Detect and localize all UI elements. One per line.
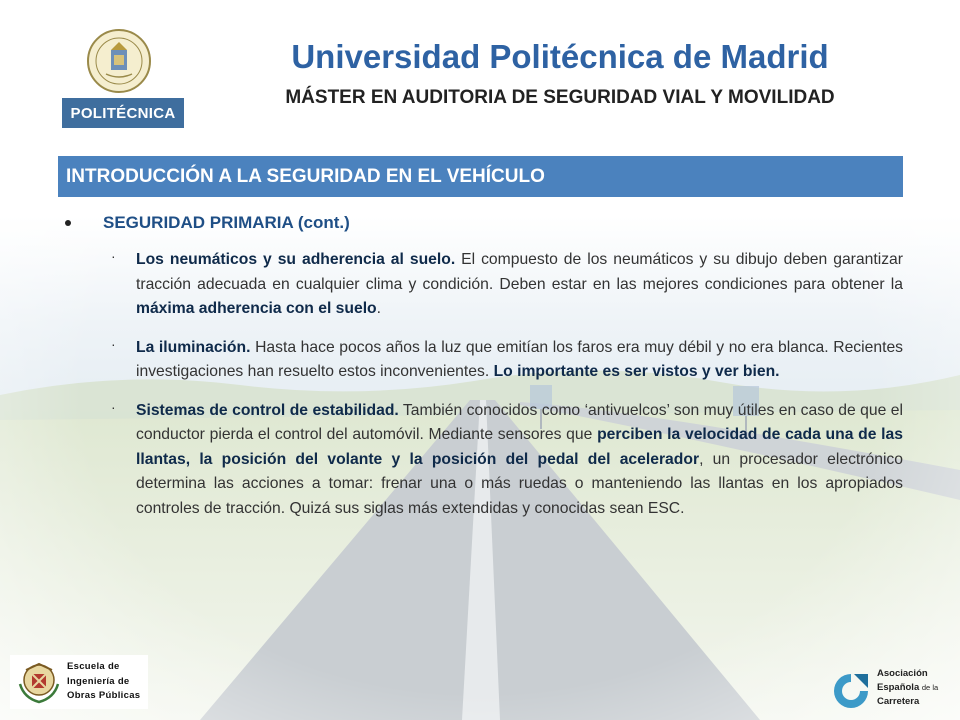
- aec-line: Asociación: [877, 668, 928, 679]
- aec-line-small: de la: [921, 683, 939, 692]
- aec-logo: [826, 660, 952, 716]
- sub-item-marker: [60, 399, 136, 522]
- emphasis-text: Lo importante es ser vistos y ver bien.: [493, 363, 780, 380]
- sub-item-text: [136, 336, 903, 385]
- sub-item-text: [136, 248, 903, 322]
- sub-item: [60, 248, 903, 322]
- sub-item-list: [60, 248, 903, 521]
- section-title-bar: [58, 156, 903, 197]
- sub-item-marker: [60, 248, 136, 322]
- bullet-heading-text: SEGURIDAD PRIMARIA (cont.): [103, 213, 350, 232]
- eicp-crest-icon: [14, 658, 64, 706]
- emphasis-text: perciben la velocidad de cada una de las llantas, la posición del volante y la posición del pedal del acelerador: [136, 426, 903, 468]
- emphasis-text: Sistemas de control de estabilidad.: [136, 401, 399, 419]
- sub-item-text: [136, 399, 903, 522]
- body-text: Hasta hace pocos años la luz que emitían los faros era muy débil y no era blanca. Recientes investigaciones han resuelto estos inconvenientes.: [136, 338, 904, 380]
- aec-line: Carretera: [877, 696, 920, 707]
- eicp-logo: [10, 655, 148, 709]
- emphasis-text: La iluminación.: [136, 338, 251, 356]
- sub-item-marker: [60, 336, 136, 385]
- aec-line-main: Española: [877, 682, 920, 693]
- aec-line: [877, 681, 938, 695]
- university-title: Universidad Politécnica de Madrid: [291, 38, 829, 75]
- body-text: El compuesto de los neumáticos y su dibujo deben garantizar tracción adecuada en cualquier clima y condición. Deben estar en las mejores condiciones para obtener la: [136, 251, 903, 293]
- eicp-line: Obras Públicas: [67, 690, 141, 701]
- sub-item: [60, 336, 903, 385]
- aec-logo-text: [877, 667, 938, 709]
- aec-logo-icon: [830, 670, 872, 712]
- bullet-dot-icon: [65, 220, 71, 226]
- sub-bullet-icon: ·: [111, 335, 116, 352]
- sub-item: [60, 399, 903, 522]
- eicp-line: Ingeniería de: [67, 675, 130, 687]
- sub-bullet-icon: ·: [111, 248, 116, 264]
- body-text: También conocidos como ‘antivuelcos’ son muy útiles en caso de que el conductor pierda el control del automóvil. Mediante sensores que: [136, 401, 903, 443]
- master-subtitle: MÁSTER EN AUDITORIA DE SEGURIDAD VIAL Y MOVILIDAD: [285, 87, 835, 108]
- politecnica-brand-bar: POLITÉCNICA: [62, 98, 184, 128]
- upm-seal-icon: [86, 28, 152, 94]
- body-text: .: [376, 300, 382, 317]
- body-text: , un procesador electrónico determina las acciones a tomar: frenar una o más ruedas o manteniendo las llantas en los apropiados controles de tracción. Quizá sus siglas más extendidas y conocidas sean ESC.: [136, 450, 903, 517]
- eicp-line: Escuela de: [67, 661, 120, 672]
- sub-bullet-icon: ·: [111, 398, 116, 415]
- emphasis-text: máxima adherencia con el suelo: [136, 300, 377, 317]
- bullet-heading: [60, 206, 903, 240]
- eicp-logo-text: [67, 660, 140, 704]
- slide-content: [60, 206, 903, 535]
- section-title: INTRODUCCIÓN A LA SEGURIDAD EN EL VEHÍCULO: [66, 165, 545, 187]
- emphasis-text: Los neumáticos y su adherencia al suelo.: [136, 251, 456, 268]
